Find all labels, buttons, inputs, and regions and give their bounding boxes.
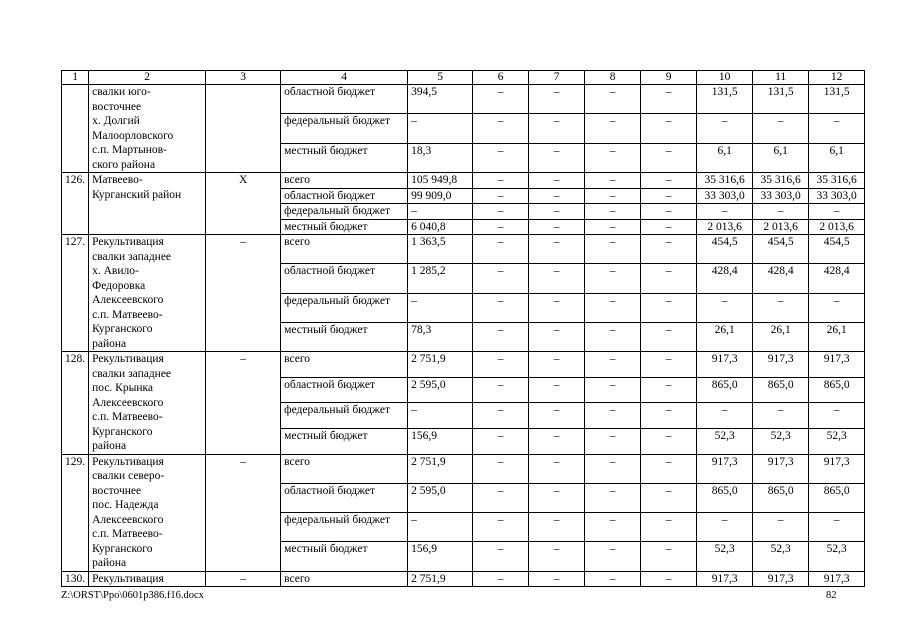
amount-cell: 33 303,0	[753, 188, 809, 204]
funding-source-label: федеральный бюджет	[281, 204, 408, 220]
amount-cell: –	[585, 377, 641, 403]
funding-source-label: всего	[281, 352, 408, 378]
funding-source-label: федеральный бюджет	[281, 293, 408, 322]
amount-cell: –	[473, 542, 529, 571]
measure-name-line: Федоровка	[92, 279, 146, 292]
amount-cell: 131,5	[697, 85, 753, 114]
funding-source-label: федеральный бюджет	[281, 513, 408, 542]
amount-cell: –	[529, 513, 585, 542]
amount-cell: 428,4	[809, 264, 865, 293]
amount-cell: 105 949,8	[408, 173, 473, 189]
amount-cell: –	[809, 114, 865, 143]
amount-cell: 917,3	[753, 571, 809, 587]
amount-cell: –	[529, 188, 585, 204]
amount-cell: –	[585, 483, 641, 512]
amount-cell: –	[473, 513, 529, 542]
measure-name-line: Курганского	[92, 323, 153, 335]
measure-name-line: с.п. Матвеево-	[92, 528, 163, 540]
amount-cell: –	[408, 403, 473, 429]
amount-cell: –	[641, 114, 697, 143]
funding-source-label: областной бюджет	[281, 85, 408, 114]
amount-cell: –	[585, 204, 641, 220]
amount-cell: 33 303,0	[809, 188, 865, 204]
amount-cell: –	[585, 114, 641, 143]
amount-cell: –	[585, 188, 641, 204]
funding-source-label: местный бюджет	[281, 542, 408, 571]
amount-cell: 1 285,2	[408, 264, 473, 293]
amount-cell: –	[641, 219, 697, 235]
amount-cell: –	[529, 483, 585, 512]
column-number: 1	[62, 71, 89, 85]
amount-cell: –	[473, 188, 529, 204]
amount-cell: –	[585, 322, 641, 351]
column-number: 6	[473, 71, 529, 85]
amount-cell: –	[641, 235, 697, 264]
funding-source-label: областной бюджет	[281, 377, 408, 403]
measure-name-line: свалки северо-	[92, 470, 165, 482]
amount-cell: –	[473, 293, 529, 322]
amount-cell: –	[585, 173, 641, 189]
amount-cell: –	[408, 513, 473, 542]
amount-cell: –	[473, 173, 529, 189]
funding-source-label: местный бюджет	[281, 322, 408, 351]
amount-cell: –	[473, 219, 529, 235]
amount-cell: –	[473, 143, 529, 172]
amount-cell: 33 303,0	[697, 188, 753, 204]
amount-cell: –	[809, 403, 865, 429]
amount-cell: –	[529, 173, 585, 189]
funding-source-label: областной бюджет	[281, 264, 408, 293]
row-number: 127.	[62, 235, 89, 352]
amount-cell: 52,3	[809, 428, 865, 454]
amount-cell: –	[473, 483, 529, 512]
amount-cell: –	[641, 352, 697, 378]
column-number-row	[62, 71, 865, 85]
amount-cell: –	[529, 542, 585, 571]
amount-cell: 6,1	[753, 143, 809, 172]
amount-cell: –	[697, 513, 753, 542]
amount-cell: –	[585, 235, 641, 264]
amount-cell: –	[753, 293, 809, 322]
amount-cell: –	[641, 483, 697, 512]
amount-cell: 917,3	[697, 454, 753, 483]
column-number: 10	[697, 71, 753, 85]
amount-cell: 52,3	[697, 542, 753, 571]
amount-cell: 917,3	[809, 352, 865, 378]
amount-cell: 917,3	[697, 571, 753, 587]
amount-cell: 6,1	[809, 143, 865, 172]
measure-name-line: Курганский район	[92, 188, 182, 201]
amount-cell: –	[641, 542, 697, 571]
measure-name-line: района	[92, 337, 127, 350]
amount-cell: 6,1	[697, 143, 753, 172]
measure-name-line: восточнее	[92, 484, 142, 497]
amount-cell: –	[641, 403, 697, 429]
amount-cell: 26,1	[753, 322, 809, 351]
row-number: 129.	[62, 454, 89, 571]
amount-cell: –	[585, 219, 641, 235]
amount-cell: 52,3	[697, 428, 753, 454]
amount-cell: –	[529, 454, 585, 483]
amount-cell: –	[641, 204, 697, 220]
amount-cell: –	[473, 85, 529, 114]
column-number: 7	[529, 71, 585, 85]
amount-cell: –	[529, 143, 585, 172]
funding-source-label: федеральный бюджет	[281, 403, 408, 429]
measure-name-line: Рекультивация	[92, 236, 164, 248]
amount-cell: 2 595,0	[408, 483, 473, 512]
row-number	[62, 85, 89, 173]
amount-cell: 917,3	[809, 571, 865, 587]
amount-cell: 865,0	[809, 377, 865, 403]
amount-cell: 52,3	[809, 542, 865, 571]
amount-cell: 917,3	[753, 454, 809, 483]
amount-cell: –	[641, 143, 697, 172]
amount-cell: –	[529, 219, 585, 235]
amount-cell: –	[529, 571, 585, 587]
amount-cell: 865,0	[697, 377, 753, 403]
funding-source-label: всего	[281, 454, 408, 483]
funding-source-label: областной бюджет	[281, 483, 408, 512]
amount-cell: –	[529, 204, 585, 220]
amount-cell: –	[641, 173, 697, 189]
row-number: 130.	[62, 571, 89, 587]
amount-cell: 2 751,9	[408, 454, 473, 483]
amount-cell: 454,5	[809, 235, 865, 264]
amount-cell: –	[408, 293, 473, 322]
amount-cell: 26,1	[697, 322, 753, 351]
amount-cell: –	[473, 114, 529, 143]
measure-name-line: х. Авило-	[92, 265, 139, 277]
measure-name-line: Алексеевского	[92, 396, 164, 409]
measure-name-line: Матвеево-	[92, 174, 143, 186]
measure-name-line: свалки западнее	[92, 250, 172, 263]
measure-name-line: Рекультивация	[92, 572, 164, 585]
amount-cell: –	[585, 352, 641, 378]
funding-source-label: местный бюджет	[281, 219, 408, 235]
measure-name-line: с.п. Матвеево-	[92, 411, 163, 423]
amount-cell: –	[641, 293, 697, 322]
measure-name-line: Алексеевского	[92, 513, 164, 526]
budget-table	[61, 70, 865, 587]
footer-file-path: Z:\ORST\Ppo\0601p386.f16.docx	[61, 590, 204, 601]
amount-cell: –	[529, 293, 585, 322]
amount-cell: –	[473, 352, 529, 378]
amount-cell: –	[753, 204, 809, 220]
column-number: 2	[89, 71, 206, 85]
amount-cell: –	[529, 114, 585, 143]
measure-name-line: Рекультивация	[92, 455, 164, 468]
amount-cell: 52,3	[753, 428, 809, 454]
table-row	[62, 235, 865, 264]
measure-name	[89, 454, 206, 571]
measure-name	[89, 352, 206, 455]
amount-cell: 2 013,6	[809, 219, 865, 235]
measure-name-line: ского района	[92, 158, 156, 171]
column-number: 5	[408, 71, 473, 85]
amount-cell: 52,3	[753, 542, 809, 571]
amount-cell: –	[697, 293, 753, 322]
table-row	[62, 85, 865, 114]
measure-name-line: х. Долгий	[92, 115, 140, 127]
amount-cell: –	[585, 85, 641, 114]
amount-cell: 35 316,6	[753, 173, 809, 189]
amount-cell: –	[529, 235, 585, 264]
measure-name-line: восточнее	[92, 100, 142, 113]
row-number: 126.	[62, 173, 89, 235]
amount-cell: 865,0	[809, 483, 865, 512]
amount-cell: 131,5	[753, 85, 809, 114]
amount-cell: –	[641, 377, 697, 403]
executor-cell: –	[206, 571, 281, 587]
executor-cell: –	[206, 352, 281, 455]
amount-cell: –	[641, 454, 697, 483]
amount-cell: –	[641, 428, 697, 454]
column-number: 9	[641, 71, 697, 85]
measure-name-line: района	[92, 557, 127, 569]
column-number: 3	[206, 71, 281, 85]
funding-source-label: всего	[281, 571, 408, 587]
amount-cell: –	[529, 85, 585, 114]
amount-cell: –	[697, 114, 753, 143]
amount-cell: –	[473, 377, 529, 403]
footer-page-number: 82	[826, 590, 837, 601]
amount-cell: –	[753, 403, 809, 429]
amount-cell: 35 316,6	[697, 173, 753, 189]
executor-cell: –	[206, 454, 281, 571]
amount-cell: 454,5	[697, 235, 753, 264]
funding-source-label: федеральный бюджет	[281, 114, 408, 143]
amount-cell: 156,9	[408, 542, 473, 571]
amount-cell: 917,3	[753, 352, 809, 378]
amount-cell: –	[473, 428, 529, 454]
measure-name	[89, 85, 206, 173]
column-number: 12	[809, 71, 865, 85]
amount-cell: 917,3	[697, 352, 753, 378]
measure-name-line: с.п. Мартынов-	[92, 144, 167, 156]
amount-cell: –	[529, 377, 585, 403]
measure-name-line: Малоорловского	[92, 129, 174, 142]
column-number: 4	[281, 71, 408, 85]
measure-name-line: Рекультивация	[92, 353, 164, 365]
amount-cell: –	[473, 322, 529, 351]
amount-cell: 2 013,6	[753, 219, 809, 235]
amount-cell: –	[585, 293, 641, 322]
amount-cell: –	[585, 403, 641, 429]
column-number: 8	[585, 71, 641, 85]
amount-cell: 865,0	[697, 483, 753, 512]
amount-cell: –	[585, 513, 641, 542]
executor-cell: –	[206, 235, 281, 352]
amount-cell: –	[641, 85, 697, 114]
amount-cell: 99 909,0	[408, 188, 473, 204]
row-number: 128.	[62, 352, 89, 455]
measure-name-line: пос. Крынка	[92, 382, 153, 394]
amount-cell: –	[529, 264, 585, 293]
amount-cell: 35 316,6	[809, 173, 865, 189]
amount-cell: –	[641, 571, 697, 587]
amount-cell: –	[529, 352, 585, 378]
amount-cell: 394,5	[408, 85, 473, 114]
amount-cell: –	[585, 571, 641, 587]
amount-cell: –	[585, 264, 641, 293]
measure-name-line: свалки западнее	[92, 367, 172, 380]
amount-cell: –	[585, 454, 641, 483]
amount-cell: –	[473, 403, 529, 429]
amount-cell: 428,4	[697, 264, 753, 293]
amount-cell: –	[408, 204, 473, 220]
amount-cell: 2 751,9	[408, 352, 473, 378]
amount-cell: 865,0	[753, 377, 809, 403]
measure-name-line: с.п. Матвеево-	[92, 308, 163, 321]
amount-cell: –	[641, 513, 697, 542]
measure-name	[89, 571, 206, 587]
amount-cell: –	[473, 264, 529, 293]
amount-cell: –	[529, 322, 585, 351]
amount-cell: –	[473, 204, 529, 220]
amount-cell: 18,3	[408, 143, 473, 172]
funding-source-label: местный бюджет	[281, 428, 408, 454]
funding-source-label: всего	[281, 173, 408, 189]
amount-cell: –	[529, 403, 585, 429]
column-number: 11	[753, 71, 809, 85]
amount-cell: 2 013,6	[697, 219, 753, 235]
amount-cell: –	[408, 114, 473, 143]
amount-cell: –	[753, 114, 809, 143]
measure-name-line: Алексеевского	[92, 294, 164, 306]
amount-cell: –	[809, 204, 865, 220]
amount-cell: –	[585, 143, 641, 172]
amount-cell: 78,3	[408, 322, 473, 351]
funding-source-label: областной бюджет	[281, 188, 408, 204]
amount-cell: –	[641, 188, 697, 204]
measure-name-line: пос. Надежда	[92, 499, 159, 511]
executor-cell: Х	[206, 173, 281, 235]
executor-cell	[206, 85, 281, 173]
amount-cell: 454,5	[753, 235, 809, 264]
table-row	[62, 173, 865, 189]
funding-source-label: всего	[281, 235, 408, 264]
amount-cell: –	[473, 454, 529, 483]
funding-source-label: местный бюджет	[281, 143, 408, 172]
amount-cell: –	[809, 293, 865, 322]
measure-name	[89, 235, 206, 352]
amount-cell: –	[641, 264, 697, 293]
amount-cell: –	[529, 428, 585, 454]
table-row	[62, 454, 865, 483]
amount-cell: 1 363,5	[408, 235, 473, 264]
amount-cell: –	[753, 513, 809, 542]
amount-cell: –	[585, 542, 641, 571]
amount-cell: –	[697, 403, 753, 429]
amount-cell: 2 595,0	[408, 377, 473, 403]
amount-cell: 865,0	[753, 483, 809, 512]
amount-cell: –	[697, 204, 753, 220]
measure-name-line: района	[92, 440, 127, 452]
amount-cell: 428,4	[753, 264, 809, 293]
amount-cell: –	[641, 322, 697, 351]
measure-name	[89, 173, 206, 235]
table-row	[62, 352, 865, 378]
amount-cell: –	[473, 235, 529, 264]
amount-cell: 26,1	[809, 322, 865, 351]
measure-name-line: свалки юго-	[92, 86, 151, 98]
amount-cell: 156,9	[408, 428, 473, 454]
table-row	[62, 571, 865, 587]
amount-cell: –	[809, 513, 865, 542]
amount-cell: 2 751,9	[408, 571, 473, 587]
amount-cell: 131,5	[809, 85, 865, 114]
amount-cell: –	[585, 428, 641, 454]
measure-name-line: Курганского	[92, 542, 153, 555]
amount-cell: 6 040,8	[408, 219, 473, 235]
amount-cell: –	[473, 571, 529, 587]
amount-cell: 917,3	[809, 454, 865, 483]
measure-name-line: Курганского	[92, 425, 153, 438]
